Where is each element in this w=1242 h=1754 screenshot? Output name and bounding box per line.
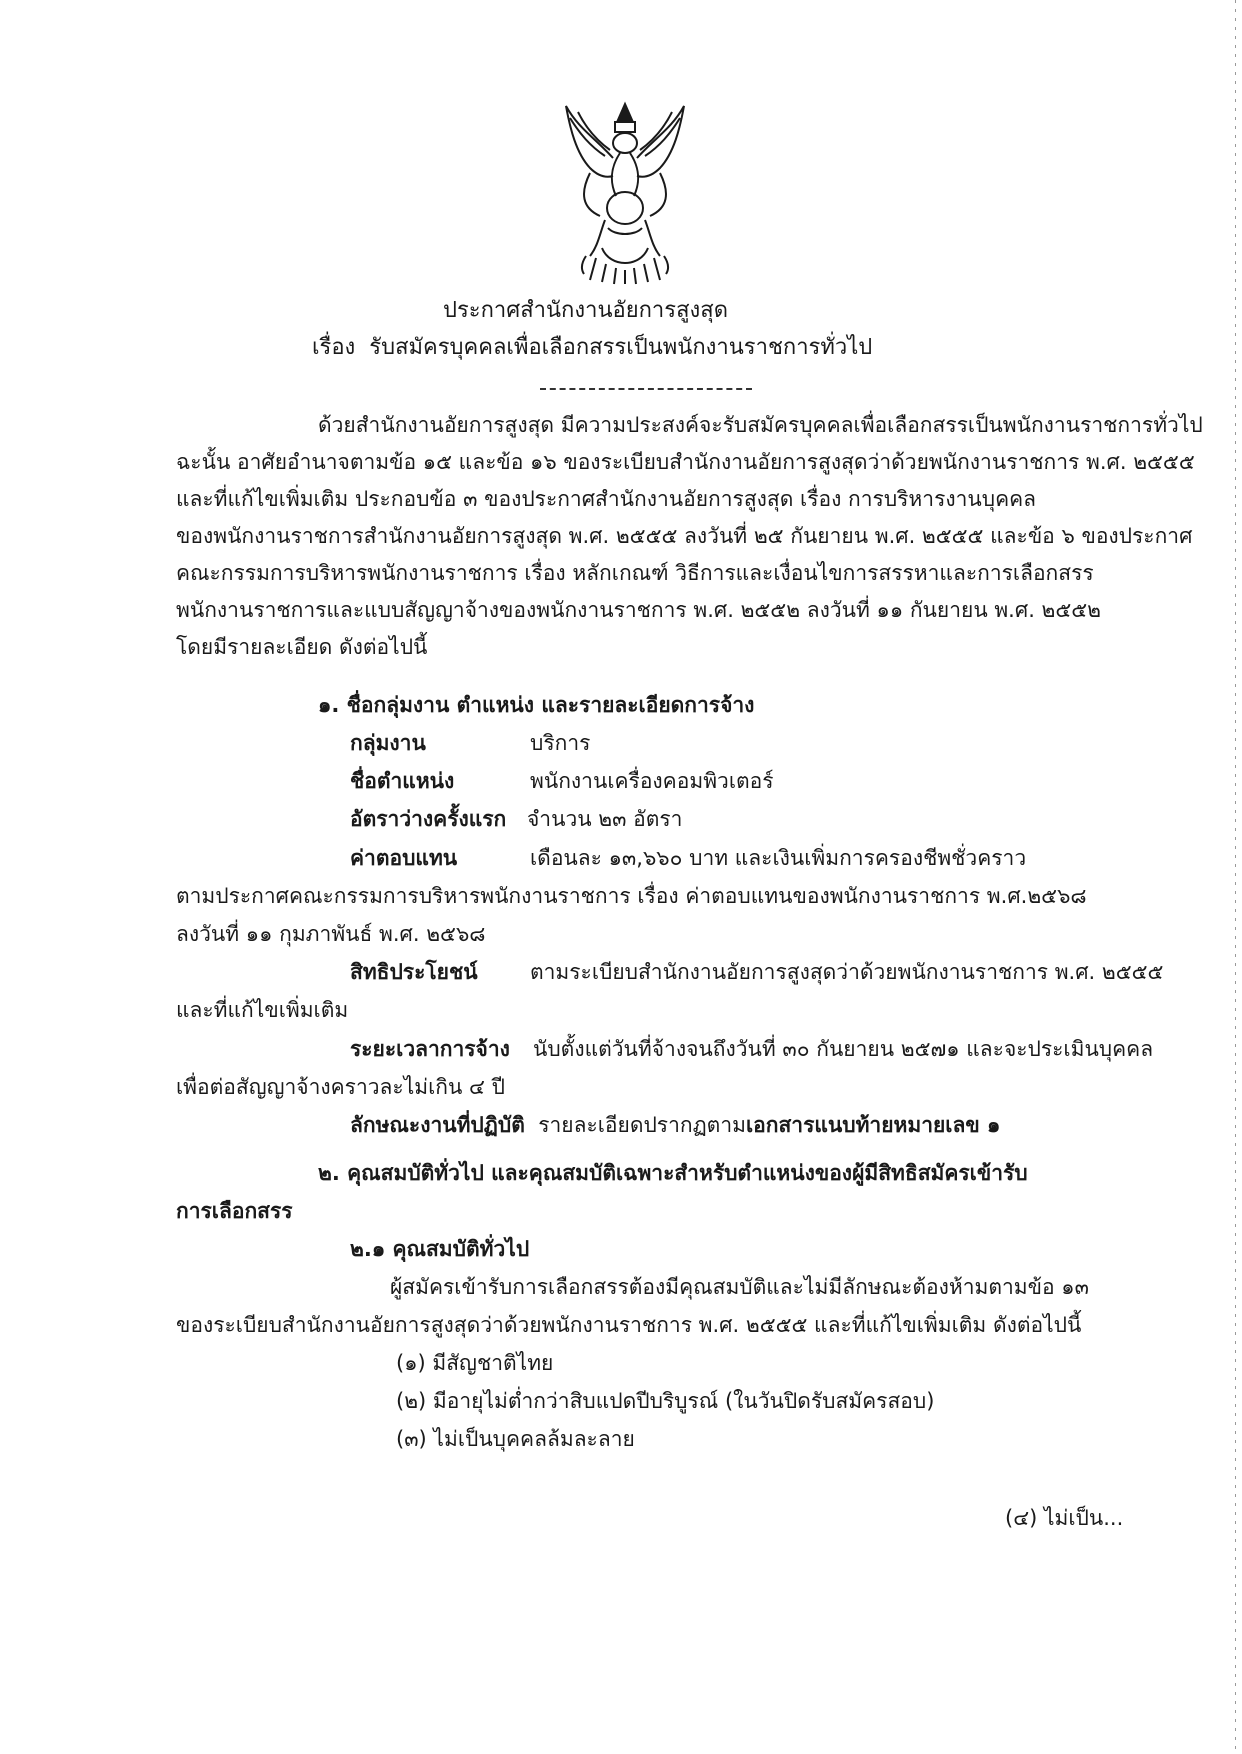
duty-label: ลักษณะงานที่ปฏิบัติ — [350, 1113, 525, 1137]
period-value: นับตั้งแต่วันที่จ้างจนถึงวันที่ ๓๐ กันยายน ๒๕๗๑ และจะประเมินบุคคล — [533, 1037, 1154, 1061]
period-continuation: เพื่อต่อสัญญาจ้างคราวละไม่เกิน ๔ ปี — [176, 1075, 505, 1099]
pay-label: ค่าตอบแทน — [350, 846, 458, 870]
preamble-line-7: โดยมีรายละเอียด ดังต่อไปนี้ — [176, 635, 428, 659]
benefit-value: ตามระเบียบสำนักงานอัยการสูงสุดว่าด้วยพนักงานราชการ พ.ศ. ๒๕๕๕ — [530, 960, 1164, 984]
subject-label: เรื่อง — [312, 335, 356, 360]
vacancy-value: จำนวน ๒๓ อัตรา — [527, 807, 683, 831]
position-label: ชื่อตำแหน่ง — [350, 769, 455, 793]
vacancy-label: อัตราว่างครั้งแรก — [350, 807, 507, 831]
period-label: ระยะเวลาการจ้าง — [350, 1037, 510, 1061]
pay-value: เดือนละ ๑๓,๖๖๐ บาท และเงินเพิ่มการครองชีพชั่วคราว — [530, 846, 1027, 870]
position-value: พนักงานเครื่องคอมพิวเตอร์ — [530, 769, 774, 793]
scan-edge — [1235, 0, 1236, 1754]
section1-heading: ๑. ชื่อกลุ่มงาน ตำแหน่ง และรายละเอียดการจ้าง — [318, 693, 755, 717]
benefit-continuation: และที่แก้ไขเพิ่มเติม — [176, 998, 349, 1022]
preamble-line-3: และที่แก้ไขเพิ่มเติม ประกอบข้อ ๓ ของประกาศสำนักงานอัยการสูงสุด เรื่อง การบริหารงานบุคคล — [176, 487, 1037, 511]
group-value: บริการ — [530, 731, 591, 755]
preamble-line-2: ฉะนั้น อาศัยอำนาจตามข้อ ๑๕ และข้อ ๑๖ ของระเบียบสำนักงานอัยการสูงสุดว่าด้วยพนักงานราชการ พ.ศ. ๒๕๕๕ — [176, 450, 1195, 474]
duty-value: รายละเอียดปรากฏตาม — [538, 1113, 746, 1137]
continued-marker: (๔) ไม่เป็น... — [1005, 1506, 1124, 1530]
duty-attachment: เอกสารแนบท้ายหมายเลข ๑ — [745, 1113, 1001, 1137]
section2-heading-line-2: การเลือกสรร — [176, 1199, 293, 1223]
qualification-item-1: (๑) มีสัญชาติไทย — [396, 1351, 554, 1375]
group-label: กลุ่มงาน — [350, 731, 426, 755]
section2-heading-line-1: ๒. คุณสมบัติทั่วไป และคุณสมบัติเฉพาะสำหรับตำแหน่งของผู้มีสิทธิสมัครเข้ารับ — [318, 1161, 1028, 1185]
qualification-item-3: (๓) ไม่เป็นบุคคลล้มละลาย — [396, 1427, 635, 1451]
section2-1-heading: ๒.๑ คุณสมบัติทั่วไป — [350, 1237, 530, 1261]
preamble-line-5: คณะกรรมการบริหารพนักงานราชการ เรื่อง หลักเกณฑ์ วิธีการและเงื่อนไขการสรรหาและการเลือกสรร — [176, 561, 1094, 585]
section2-1-para-line-2: ของระเบียบสำนักงานอัยการสูงสุดว่าด้วยพนักงานราชการ พ.ศ. ๒๕๕๕ และที่แก้ไขเพิ่มเติม ดังต่อไปนี้ — [176, 1313, 1082, 1337]
preamble-line-4: ของพนักงานราชการสำนักงานอัยการสูงสุด พ.ศ. ๒๕๕๕ ลงวันที่ ๒๕ กันยายน พ.ศ. ๒๕๕๕ และข้อ ๖ ของประกาศ — [176, 524, 1193, 548]
duty-line — [350, 1110, 1000, 1140]
title-divider — [540, 388, 752, 390]
benefit-label: สิทธิประโยชน์ — [350, 960, 478, 984]
pay-continuation-2: ลงวันที่ ๑๑ กุมภาพันธ์ พ.ศ. ๒๕๖๘ — [176, 922, 486, 946]
preamble-line-1: ด้วยสำนักงานอัยการสูงสุด มีความประสงค์จะรับสมัครบุคคลเพื่อเลือกสรรเป็นพนักงานราชการทั่วไป — [318, 413, 1203, 437]
subject-text: รับสมัครบุคคลเพื่อเลือกสรรเป็นพนักงานราชการทั่วไป — [369, 335, 873, 360]
announcement-subject-line — [312, 333, 872, 363]
qualification-item-2: (๒) มีอายุไม่ต่ำกว่าสิบแปดปีบริบูรณ์ (ในวันปิดรับสมัครสอบ) — [396, 1389, 935, 1413]
section2-1-para-line-1: ผู้สมัครเข้ารับการเลือกสรรต้องมีคุณสมบัติและไม่มีลักษณะต้องห้ามตามข้อ ๑๓ — [390, 1275, 1089, 1299]
announcement-title: ประกาศสำนักงานอัยการสูงสุด — [443, 298, 728, 323]
pay-continuation-1: ตามประกาศคณะกรรมการบริหารพนักงานราชการ เรื่อง ค่าตอบแทนของพนักงานราชการ พ.ศ.๒๕๖๘ — [176, 884, 1087, 908]
garuda-emblem — [560, 98, 690, 286]
preamble-line-6: พนักงานราชการและแบบสัญญาจ้างของพนักงานราชการ พ.ศ. ๒๕๕๒ ลงวันที่ ๑๑ กันยายน พ.ศ. ๒๕๕๒ — [176, 598, 1102, 622]
